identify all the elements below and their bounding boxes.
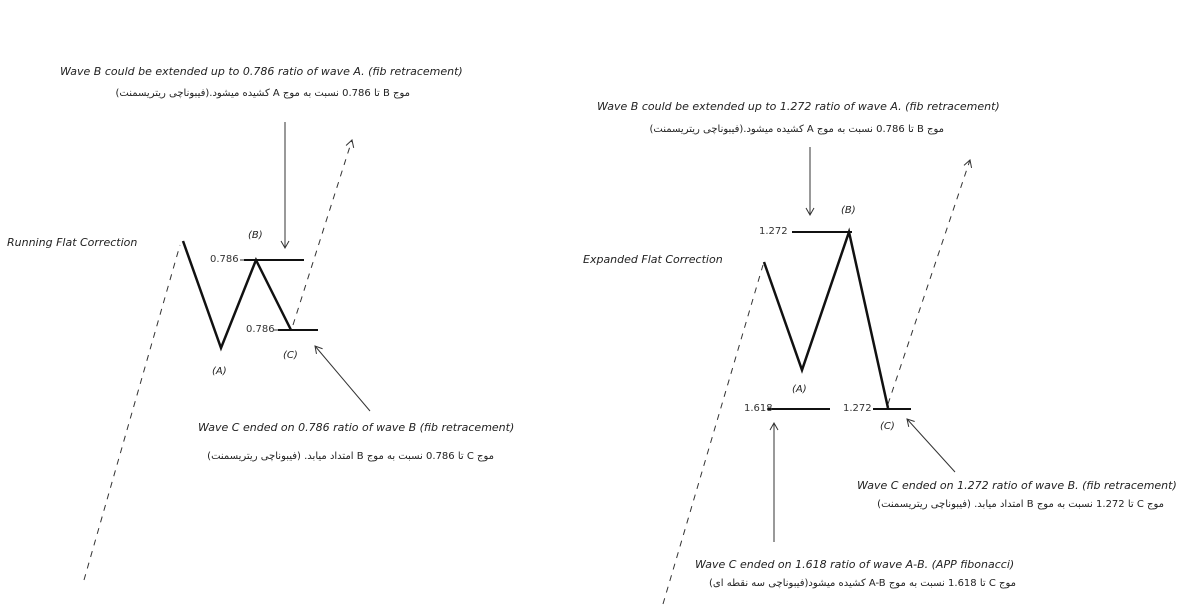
expanded-note-b-en: Wave B could be extended up to 1.272 ratio of wave A. (fib retracement) xyxy=(597,100,1000,113)
running-wave-b-label: (B) xyxy=(248,230,263,241)
expanded-wave-c-label: (C) xyxy=(880,421,895,432)
expanded-level-b-label: 1.272 xyxy=(759,226,788,237)
expanded-level-a-label: 1.618 xyxy=(744,403,773,414)
running-title: Running Flat Correction xyxy=(7,236,138,249)
expanded-title: Expanded Flat Correction xyxy=(583,253,723,266)
running-wave-c-label: (C) xyxy=(283,350,298,361)
expanded-note-b-fa: موج B تا 0.786 نسبت به موج A کشیده میشود.(فیبوناچی ریتریسمنت) xyxy=(649,124,944,135)
expanded-trend-line-right xyxy=(888,160,970,404)
running-note-c-en: Wave C ended on 0.786 ratio of wave B (fib retracement) xyxy=(198,421,515,434)
running-note-b-fa: موج B تا 0.786 نسبت به موج A کشیده میشود.(فیبوناچی ریتریسمنت) xyxy=(115,88,410,99)
expanded-note-app-en: Wave C ended on 1.618 ratio of wave A-B. (APP fibonacci) xyxy=(695,558,1015,571)
running-note-b-en: Wave B could be extended up to 0.786 ratio of wave A. (fib retracement) xyxy=(60,65,463,78)
expanded-wave-a-label: (A) xyxy=(792,384,807,395)
running-trend-line-left xyxy=(84,245,180,580)
running-trend-line-right xyxy=(293,140,352,325)
expanded-note-c-en: Wave C ended on 1.272 ratio of wave B. (fib retracement) xyxy=(857,479,1177,492)
expanded-note-app-fa: موج C تا 1.618 نسبت به موج A-B کشیده میشود(فیبوناچی سه نقطه ای) xyxy=(709,578,1016,589)
expanded-note-c-fa: موج C تا 1.272 نسبت به موج B امتداد میابد. (فیبوناچی ریتریسمنت) xyxy=(877,499,1164,510)
expanded-arrow-c xyxy=(907,419,955,472)
running-note-c-fa: موج C تا 0.786 نسبت به موج B امتداد میابد. (فیبوناچی ریتریسمنت) xyxy=(207,451,494,462)
running-level-b-label: 0.786 xyxy=(210,254,239,265)
expanded-wave-b-label: (B) xyxy=(841,205,856,216)
expanded-level-c-label: 1.272 xyxy=(843,403,872,414)
expanded-trend-line-left xyxy=(663,265,763,604)
running-arrow-c xyxy=(315,346,370,411)
expanded-wave-path xyxy=(764,232,888,408)
running-wave-a-label: (A) xyxy=(212,366,227,377)
running-level-c-label: 0.786 xyxy=(246,324,275,335)
